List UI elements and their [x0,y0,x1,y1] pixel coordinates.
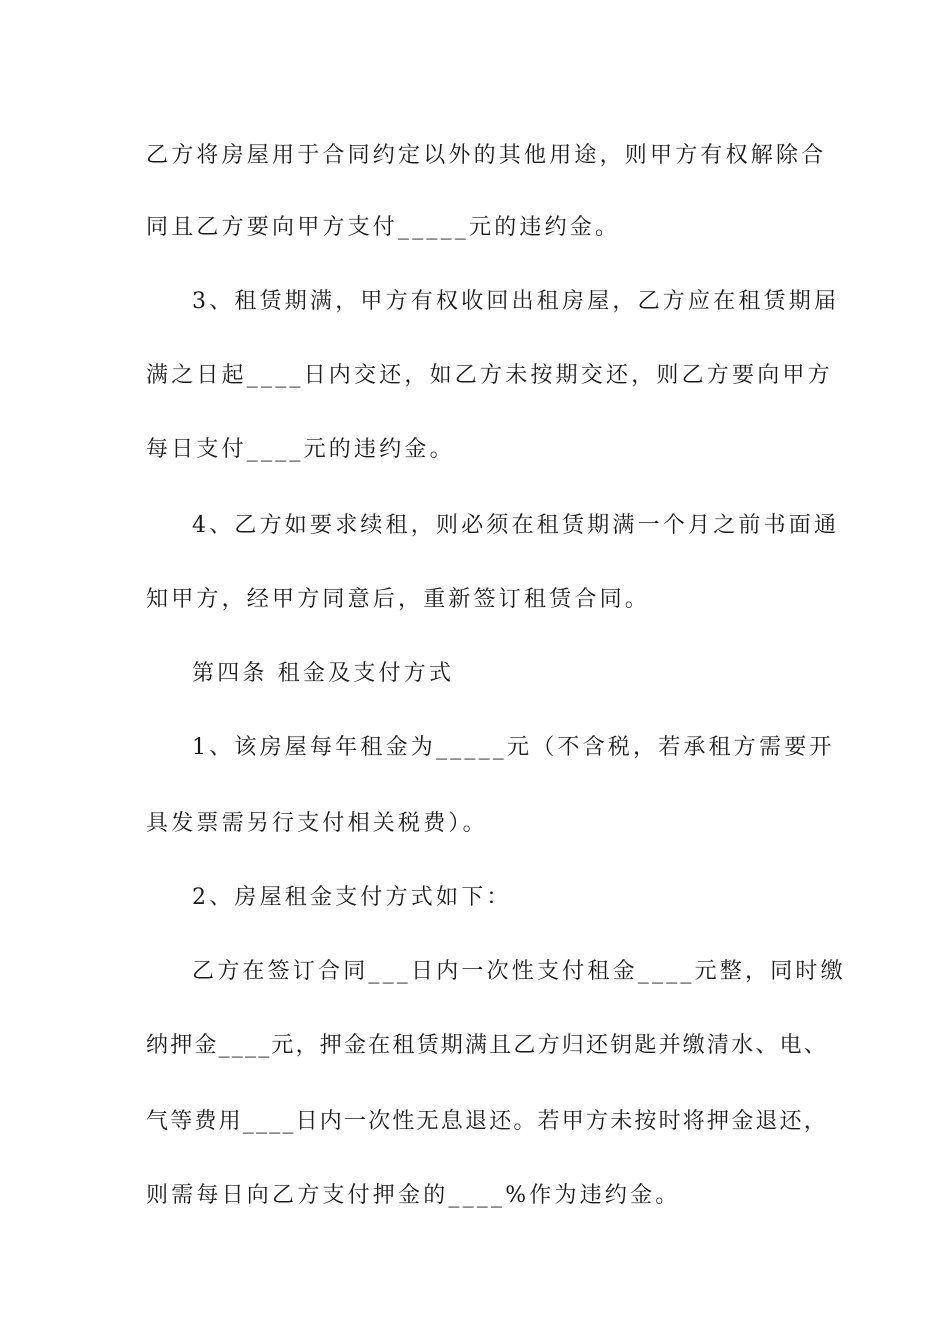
text-line: 乙方将房屋用于合同约定以外的其他用途，则甲方有权解除合 [146,143,827,168]
text-line: 2、房屋租金支付方式如下： [192,885,512,910]
text-line: 则需每日向乙方支付押金的____%作为违约金。 [146,1183,681,1208]
text-line: 4、乙方如要求续租，则必须在租赁期满一个月之前书面通 [192,513,840,538]
text-line: 3、租赁期满，甲方有权收回出租房屋，乙方应在租赁期届 [192,289,840,314]
text-line: 满之日起____日内交还，如乙方未按期交还，则乙方要向甲方 [146,363,833,388]
text-line: 1、该房屋每年租金为_____元（不含税，若承租方需要开 [192,735,835,760]
text-line: 知甲方，经甲方同意后，重新签订租赁合同。 [146,587,651,612]
text-line: 气等费用____日内一次性无息退还。若甲方未按时将押金退还， [146,1109,829,1134]
text-line: 同且乙方要向甲方支付_____元的违约金。 [146,215,621,240]
text-line: 每日支付____元的违约金。 [146,437,455,462]
text-line: 具发票需另行支付相关税费）。 [146,811,488,836]
text-line: 纳押金____元，押金在租赁期满且乙方归还钥匙并缴清水、电、 [146,1033,829,1058]
section-heading: 第四条 租金及支付方式 [192,661,455,686]
text-line: 乙方在签订合同___日内一次性支付租金____元整，同时缴 [192,959,846,984]
